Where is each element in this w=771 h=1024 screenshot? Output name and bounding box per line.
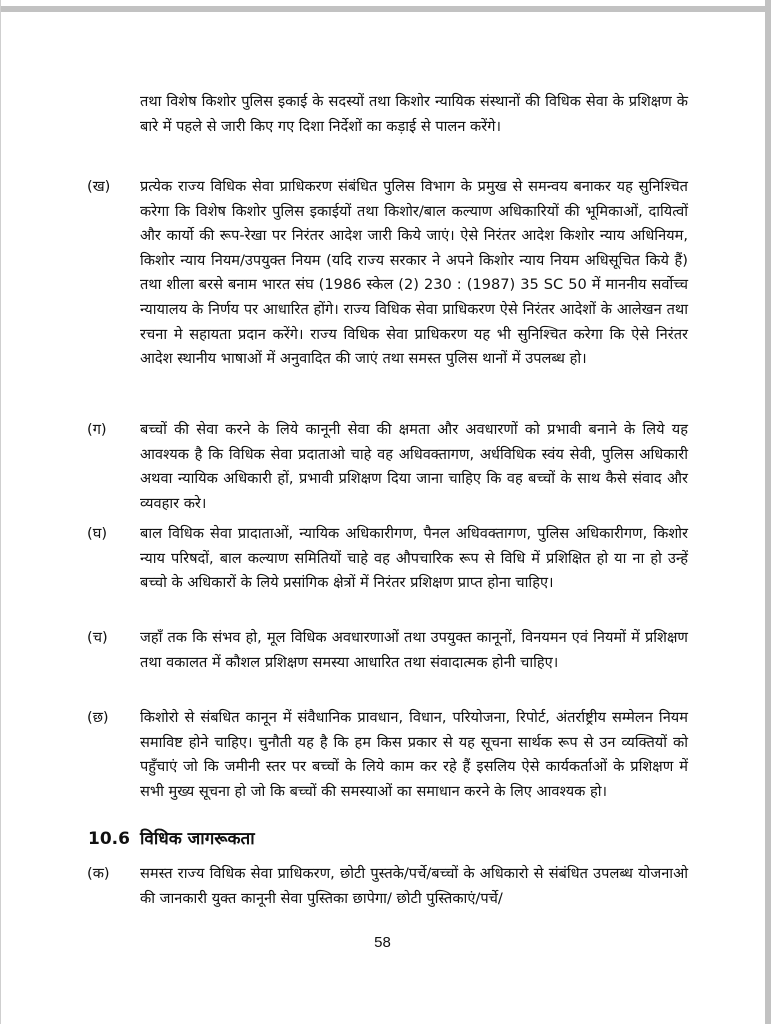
item-text: प्रत्येक राज्य विधिक सेवा प्राधिकरण संबंधित पुलिस विभाग के प्रमुख से समन्वय बनाकर यह सुनिश्चित करेगा कि विशेष किशोर पुलिस इकाईयों तथा किशोर/बाल कल्याण अधिकारियों की भूमिकाओं, दायित्वों और कार्यो की रूप-रेखा पर निरंतर आदेश जारी किये जाएं। ऐसे निरंतर आदेश किशोर न्याय अधिनियम, किशोर न्याय नियम/उपयुक्त नियम (यदि राज्य सरकार ने अपने किशोर न्याय नियम अधिसूचित किये हैं) तथा शीला बरसे बनाम भारत संघ (1986 स्केल (2) 230 : (1987) 35 SC 50 में माननीय सर्वोच्च न्यायालय के निर्णय पर आधारित होंगे। राज्य विधिक सेवा प्राधिकरण ऐसे निरंतर आदेशों के आलेखन तथा रचना मे सहायता प्रदान करेंगे। राज्य विधिक सेवा प्राधिकरण यह भी सुनिश्चित करेगा कि ऐसे निरंतर आदेश स्थानीय भाषाओं में अनुवादित की जाएं तथा समस्त पुलिस थानों में उपलब्ध हो। bbox=[140, 178, 688, 368]
item-label: (ग) bbox=[87, 421, 107, 438]
item-text: जहाँ तक कि संभव हो, मूल विधिक अवधारणाओं तथा उपयुक्त कानूनों, विनयमन एवं नियमों में प्रशिक्षण तथा वकालत में कौशल प्रशिक्षण समस्या आधारित तथा संवादात्मक होनी चाहिए। bbox=[140, 629, 688, 671]
section-title: विधिक जागरूकता bbox=[140, 829, 255, 849]
section-number: 10.6 bbox=[88, 829, 130, 849]
section-heading bbox=[88, 827, 255, 851]
item-text: बाल विधिक सेवा प्रादाताओं, न्यायिक अधिकारीगण, पैनल अधिवक्तागण, पुलिस अधिकारीगण, किशोर न्याय परिषदों, बाल कल्याण समितियों चाहे वह औपचारिक रूप से विधि में प्रशिक्षित हो या ना हो उन्हें बच्चो के अधिकारों के लिये प्रसांगिक क्षेत्रों में निरंतर प्रशिक्षण प्राप्त होना चाहिए। bbox=[140, 525, 688, 592]
page-separator bbox=[0, 6, 771, 12]
scrollbar-track[interactable] bbox=[765, 0, 771, 1024]
item-text: किशोरो से संबधित कानून में संवैधानिक प्रावधान, विधान, परियोजना, रिपोर्ट, अंतर्राष्ट्रीय सम्मेलन नियम समाविष्ट होने चाहिए। चुनौती यह है कि हम किस प्रकार से यह सूचना सार्थक रूप से उन व्यक्तियों को पहुँचाएं जो कि जमीनी स्तर पर बच्चों के लिये काम कर रहे हैं इसलिय ऐसे कार्यकर्ताओं के प्रशिक्षण में सभी मुख्य सूचना हो जो कि बच्चों की समस्याओं का समाधान करने के लिए आवश्यक हो। bbox=[140, 709, 688, 800]
page-left-edge bbox=[0, 0, 1, 1024]
continued-paragraph: तथा विशेष किशोर पुलिस इकाई के सदस्यों तथा किशोर न्यायिक संस्थानों की विधिक सेवा के प्रशिक्षण के बारे में पहले से जारी किए गए दिशा निर्देशों का कड़ाई से पालन करेंगे। bbox=[140, 93, 688, 135]
item-label: (ख) bbox=[87, 178, 111, 195]
item-label: (क) bbox=[87, 865, 110, 882]
item-label: (च) bbox=[87, 629, 108, 646]
page-number: 58 bbox=[374, 934, 391, 951]
item-label: (घ) bbox=[87, 525, 108, 542]
item-label: (छ) bbox=[87, 709, 109, 726]
item-text: बच्चों की सेवा करने के लिये कानूनी सेवा की क्षमता और अवधारणों को प्रभावी बनाने के लिये यह आवश्यक है कि विधिक सेवा प्रदाताओ चाहे वह अधिवक्तागण, अर्धविधिक स्वंय सेवी, पुलिस अधिकारी अथवा न्यायिक अधिकारी हों, प्रभावी प्रशिक्षण दिया जाना चाहिए कि वह बच्चों के साथ कैसे संवाद और व्यवहार करे। bbox=[140, 421, 688, 512]
item-text: समस्त राज्य विधिक सेवा प्राधिकरण, छोटी पुस्तके/पर्चे/बच्चों के अधिकारो से संबंधित उपलब्ध योजनाओ की जानकारी युक्त कानूनी सेवा पुस्तिका छापेगा/ छोटी पुस्तिकाएं/पर्चे/ bbox=[140, 865, 688, 907]
